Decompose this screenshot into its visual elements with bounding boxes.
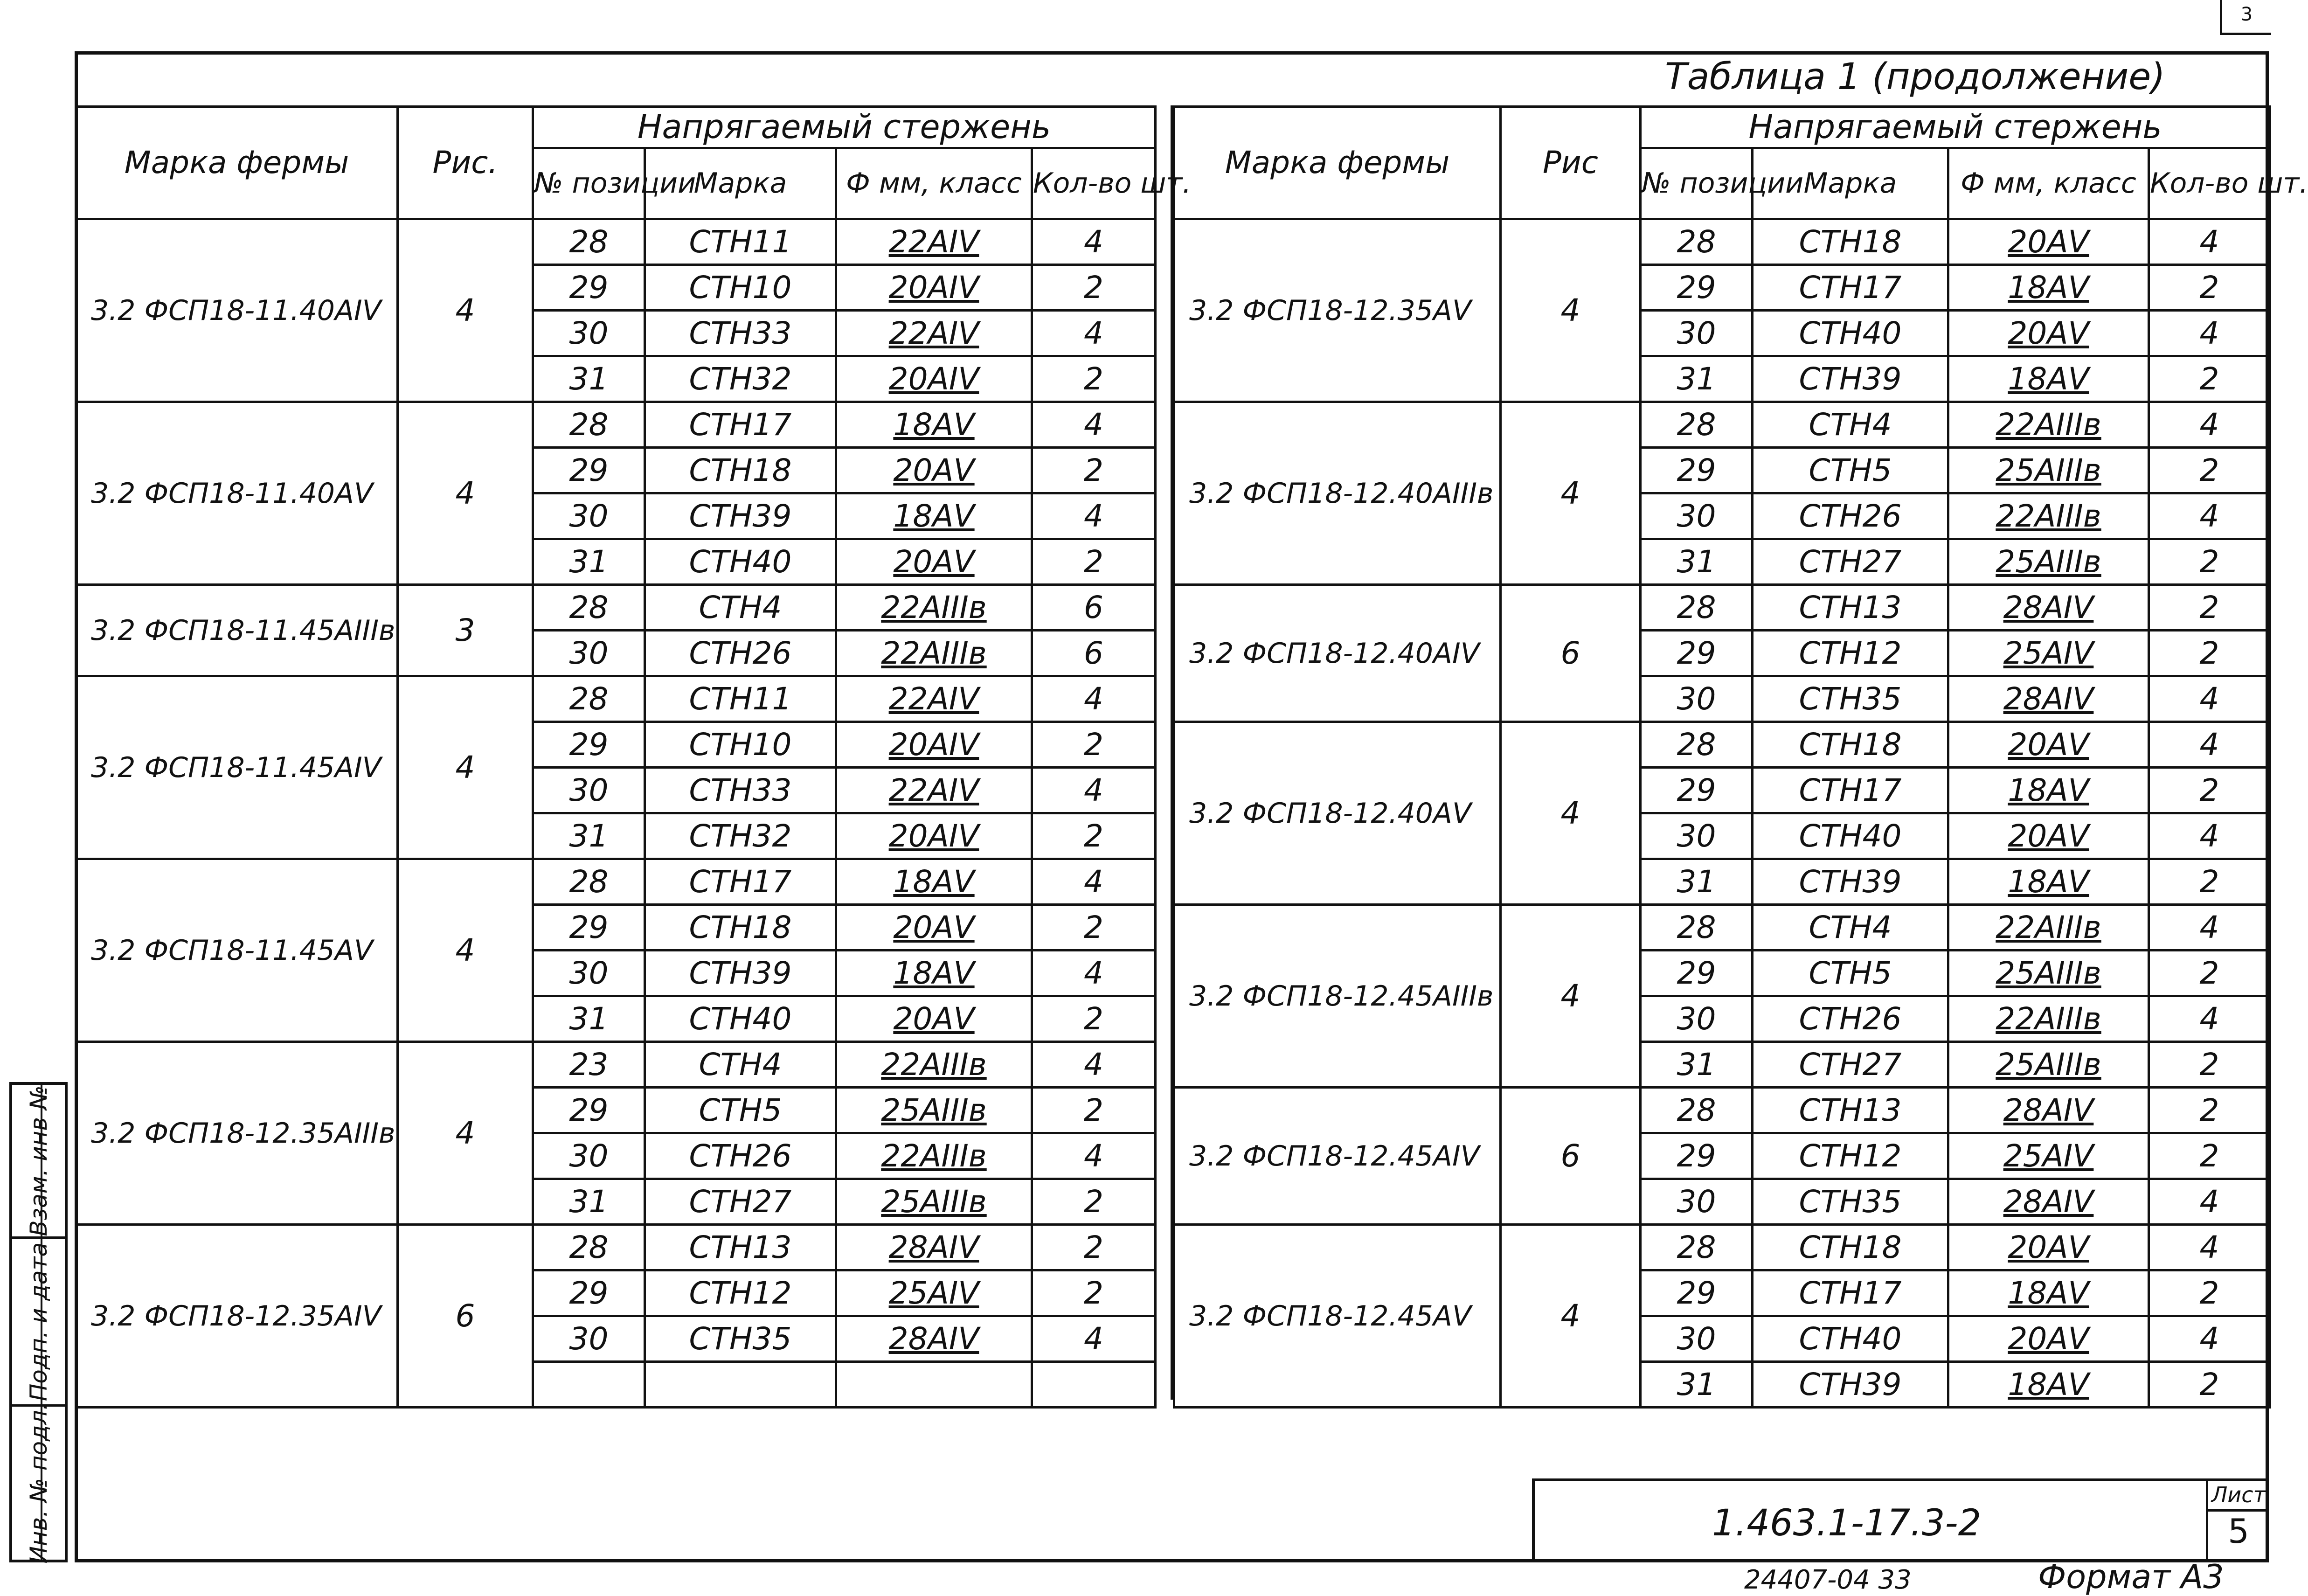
cell-qty: 4	[1032, 219, 1156, 265]
figure-number: 3	[398, 585, 533, 676]
cell-dia: 18АV	[1948, 356, 2149, 402]
truss-mark: 3.2 ФСП18-12.45АIIIв	[1174, 905, 1501, 1088]
header-rod: Марка	[1753, 148, 1948, 219]
truss-mark: 3.2 ФСП18-11.45АIV	[76, 676, 398, 859]
header-group: Напрягаемый стержень	[1641, 107, 2270, 148]
cell-pos: 28	[1641, 722, 1753, 768]
strip-sign-date-cell	[12, 1239, 65, 1407]
cell-rod: СТН17	[1753, 1270, 1948, 1316]
cell-qty: 4	[2149, 1316, 2270, 1362]
figure-number: 4	[398, 219, 533, 402]
cell-rod: СТН40	[1753, 813, 1948, 859]
corner-sheet-mark: 3	[2220, 0, 2271, 35]
cell-pos: 28	[1641, 1225, 1753, 1270]
cell-rod: СТН39	[1753, 859, 1948, 905]
cell-rod: СТН17	[1753, 768, 1948, 813]
cell-qty: 4	[1032, 859, 1156, 905]
cell-qty: 4	[1032, 1042, 1156, 1088]
cell-dia: 22АIIIв	[1948, 493, 2149, 539]
table-row	[76, 676, 1156, 722]
strip-replaces-label: Взам. инв №	[25, 1085, 52, 1236]
cell-rod: СТН12	[645, 1270, 836, 1316]
cell-qty: 6	[1032, 631, 1156, 676]
table-row	[76, 859, 1156, 905]
header-rod: Марка	[645, 148, 836, 219]
truss-mark: 3.2 ФСП18-12.35АV	[1174, 219, 1501, 402]
cell-pos: 30	[533, 1316, 645, 1362]
cell-qty: 2	[2149, 768, 2270, 813]
cell-dia: 20АV	[1948, 219, 2149, 265]
cell-dia: 22АIIIв	[836, 585, 1032, 631]
cell-rod: СТН26	[645, 1133, 836, 1179]
cell-qty: 4	[2149, 813, 2270, 859]
cell-qty: 4	[2149, 676, 2270, 722]
cell-dia: 20АIV	[836, 356, 1032, 402]
cell-pos: 31	[1641, 356, 1753, 402]
cell-rod: СТН12	[1753, 1133, 1948, 1179]
cell-rod: СТН35	[645, 1316, 836, 1362]
cell-dia: 28АIV	[836, 1316, 1032, 1362]
cell-qty	[1032, 1362, 1156, 1408]
cell-rod: СТН18	[645, 448, 836, 493]
cell-rod: СТН13	[1753, 585, 1948, 631]
cell-rod: СТН32	[645, 356, 836, 402]
truss-mark: 3.2 ФСП18-12.40АV	[1174, 722, 1501, 905]
cell-pos: 30	[1641, 311, 1753, 356]
cell-qty: 2	[2149, 1133, 2270, 1179]
cell-dia: 18АV	[1948, 265, 2149, 311]
cell-qty: 4	[1032, 311, 1156, 356]
cell-rod	[645, 1362, 836, 1408]
cell-dia: 28АIV	[1948, 676, 2149, 722]
cell-pos: 29	[1641, 631, 1753, 676]
cell-qty: 4	[1032, 1316, 1156, 1362]
cell-pos: 31	[533, 996, 645, 1042]
cell-pos: 31	[533, 356, 645, 402]
cell-pos: 30	[1641, 1316, 1753, 1362]
cell-dia: 18АV	[836, 859, 1032, 905]
cell-dia: 18АV	[1948, 768, 2149, 813]
cell-dia: 22АIIIв	[836, 1133, 1032, 1179]
cell-qty: 4	[1032, 676, 1156, 722]
format-label: Формат А3	[2038, 1558, 2224, 1596]
header-mark: Марка фермы	[76, 107, 398, 219]
cell-rod: СТН10	[645, 265, 836, 311]
spec-table-right	[1173, 105, 2308, 1409]
truss-mark: 3.2 ФСП18-12.35АIV	[76, 1225, 398, 1408]
cell-pos: 31	[1641, 1042, 1753, 1088]
cell-pos: 29	[533, 905, 645, 951]
cell-pos: 29	[533, 448, 645, 493]
cell-rod: СТН26	[1753, 996, 1948, 1042]
cell-pos: 30	[533, 951, 645, 996]
cell-qty: 2	[1032, 265, 1156, 311]
cell-pos: 28	[1641, 219, 1753, 265]
cell-pos: 30	[1641, 676, 1753, 722]
cell-dia: 22АIIIв	[836, 1042, 1032, 1088]
figure-number: 6	[1501, 585, 1641, 722]
spec-table-left	[75, 105, 1192, 1409]
cell-pos: 31	[533, 1179, 645, 1225]
cell-qty: 2	[2149, 356, 2270, 402]
strip-sign-date-label: Подп. и дата	[25, 1242, 52, 1401]
cell-dia: 22АIIIв	[1948, 402, 2149, 448]
cell-pos: 29	[1641, 1270, 1753, 1316]
cell-pos: 30	[533, 631, 645, 676]
cell-qty: 4	[1032, 1133, 1156, 1179]
cell-rod: СТН40	[1753, 311, 1948, 356]
table-row	[1174, 402, 2270, 448]
cell-qty: 2	[1032, 813, 1156, 859]
cell-dia: 20АV	[1948, 1225, 2149, 1270]
cell-pos: 30	[533, 768, 645, 813]
header-qty: Кол-во шт.	[1032, 148, 1156, 219]
cell-dia: 20АV	[1948, 722, 2149, 768]
cell-dia: 25АIIIв	[1948, 539, 2149, 585]
cell-rod: СТН4	[1753, 905, 1948, 951]
cell-dia: 18АV	[1948, 1270, 2149, 1316]
cell-qty: 2	[2149, 951, 2270, 996]
cell-qty: 2	[1032, 1225, 1156, 1270]
cell-dia: 20АV	[1948, 813, 2149, 859]
table-row	[76, 585, 1156, 631]
cell-pos: 29	[1641, 265, 1753, 311]
figure-number: 4	[398, 859, 533, 1042]
cell-rod: СТН33	[645, 311, 836, 356]
cell-rod: СТН39	[645, 951, 836, 996]
cell-dia: 28АIV	[836, 1225, 1032, 1270]
cell-qty: 2	[2149, 631, 2270, 676]
cell-qty: 4	[2149, 219, 2270, 265]
cell-dia: 20АV	[836, 539, 1032, 585]
header-dia: Ф мм, класс	[1948, 148, 2149, 219]
cell-dia: 22АIV	[836, 219, 1032, 265]
cell-pos: 30	[1641, 996, 1753, 1042]
cell-pos: 31	[533, 539, 645, 585]
cell-rod: СТН40	[645, 539, 836, 585]
cell-rod: СТН4	[645, 1042, 836, 1088]
cell-rod: СТН11	[645, 676, 836, 722]
cell-pos: 28	[533, 859, 645, 905]
cell-dia: 22АIV	[836, 768, 1032, 813]
cell-pos: 30	[533, 493, 645, 539]
truss-mark: 3.2 ФСП18-12.40АIIIв	[1174, 402, 1501, 585]
cell-dia: 18АV	[1948, 859, 2149, 905]
cell-rod: СТН5	[1753, 448, 1948, 493]
document-code: 1.463.1-17.3-2	[1712, 1502, 1982, 1544]
cell-pos: 29	[1641, 1133, 1753, 1179]
cell-rod: СТН35	[1753, 676, 1948, 722]
header-fig: Рис.	[398, 107, 533, 219]
cell-rod: СТН39	[645, 493, 836, 539]
cell-pos: 29	[533, 1088, 645, 1133]
cell-rod: СТН35	[1753, 1179, 1948, 1225]
cell-qty: 6	[1032, 585, 1156, 631]
truss-mark: 3.2 ФСП18-11.45АV	[76, 859, 398, 1042]
figure-number: 4	[398, 402, 533, 585]
cell-pos: 28	[1641, 402, 1753, 448]
cell-qty: 4	[2149, 996, 2270, 1042]
cell-dia: 28АIV	[1948, 1088, 2149, 1133]
cell-rod: СТН39	[1753, 1362, 1948, 1408]
cell-pos: 28	[1641, 585, 1753, 631]
cell-dia: 20АV	[836, 448, 1032, 493]
cell-qty: 4	[1032, 402, 1156, 448]
figure-number: 4	[398, 676, 533, 859]
cell-dia: 22АIV	[836, 676, 1032, 722]
truss-mark: 3.2 ФСП18-12.45АIV	[1174, 1088, 1501, 1225]
cell-rod: СТН32	[645, 813, 836, 859]
table-row	[76, 1042, 1156, 1088]
cell-pos: 23	[533, 1042, 645, 1088]
cell-rod: СТН18	[645, 905, 836, 951]
cell-rod: СТН18	[1753, 722, 1948, 768]
cell-dia: 20АIV	[836, 813, 1032, 859]
cell-rod: СТН11	[645, 219, 836, 265]
cell-qty: 2	[2149, 448, 2270, 493]
cell-dia: 22АIIIв	[1948, 905, 2149, 951]
title-block	[1532, 1478, 2269, 1562]
figure-number: 4	[1501, 402, 1641, 585]
cell-qty: 2	[1032, 905, 1156, 951]
cell-dia: 28АIV	[1948, 585, 2149, 631]
cell-dia: 18АV	[836, 951, 1032, 996]
cell-dia: 25АIIIв	[836, 1088, 1032, 1133]
cell-dia: 28АIV	[1948, 1179, 2149, 1225]
cell-qty: 2	[1032, 1179, 1156, 1225]
cell-rod: СТН17	[645, 859, 836, 905]
figure-number: 6	[1501, 1088, 1641, 1225]
cell-dia: 20АV	[836, 905, 1032, 951]
sheet-box	[2206, 1481, 2269, 1562]
header-fig: Рис	[1501, 107, 1641, 219]
cell-qty: 4	[1032, 493, 1156, 539]
cell-rod: СТН10	[645, 722, 836, 768]
cell-rod: СТН18	[1753, 219, 1948, 265]
cell-qty: 2	[2149, 859, 2270, 905]
cell-qty: 4	[2149, 311, 2270, 356]
cell-pos: 28	[533, 219, 645, 265]
cell-dia: 22АIIIв	[1948, 996, 2149, 1042]
cell-pos: 31	[1641, 859, 1753, 905]
cell-qty: 4	[2149, 722, 2270, 768]
cell-qty: 4	[2149, 1225, 2270, 1270]
table-row	[1174, 1088, 2270, 1133]
cell-qty: 2	[2149, 265, 2270, 311]
truss-mark: 3.2 ФСП18-11.45АIIIв	[76, 585, 398, 676]
table-row	[1174, 905, 2270, 951]
cell-rod: СТН12	[1753, 631, 1948, 676]
cell-rod: СТН18	[1753, 1225, 1948, 1270]
cell-qty: 2	[2149, 1270, 2270, 1316]
cell-dia: 20АV	[836, 996, 1032, 1042]
cell-dia: 25АIIIв	[1948, 448, 2149, 493]
strip-inv-label: Инв. № подл.	[25, 1402, 52, 1564]
cell-pos: 30	[1641, 813, 1753, 859]
cell-dia: 25АIV	[1948, 631, 2149, 676]
cell-rod: СТН26	[645, 631, 836, 676]
cell-pos: 31	[1641, 539, 1753, 585]
header-pos: № позиции	[533, 148, 645, 219]
strip-inv-cell	[12, 1402, 65, 1564]
cell-dia	[836, 1362, 1032, 1408]
cell-rod: СТН27	[1753, 1042, 1948, 1088]
cell-pos: 28	[533, 1225, 645, 1270]
right-table-body	[1174, 219, 2270, 1408]
cell-dia: 18АV	[836, 493, 1032, 539]
table-row	[1174, 1225, 2270, 1270]
cell-dia: 25АIIIв	[1948, 1042, 2149, 1088]
cell-qty: 4	[2149, 905, 2270, 951]
cell-pos: 28	[533, 585, 645, 631]
header-pos: № позиции	[1641, 148, 1753, 219]
cell-rod: СТН33	[645, 768, 836, 813]
cell-qty: 2	[1032, 448, 1156, 493]
cell-rod: СТН4	[1753, 402, 1948, 448]
cell-pos: 28	[1641, 905, 1753, 951]
cell-rod: СТН40	[645, 996, 836, 1042]
cell-pos: 30	[533, 1133, 645, 1179]
cell-dia: 25АIIIв	[1948, 951, 2149, 996]
table-divider	[1154, 105, 1173, 1400]
header-mark: Марка фермы	[1174, 107, 1501, 219]
cell-rod: СТН17	[645, 402, 836, 448]
cell-qty: 2	[2149, 1362, 2270, 1408]
cell-qty: 4	[1032, 951, 1156, 996]
cell-dia: 20АIV	[836, 265, 1032, 311]
figure-number: 4	[1501, 1225, 1641, 1408]
cell-dia: 25АIV	[836, 1270, 1032, 1316]
cell-rod: СТН5	[645, 1088, 836, 1133]
cell-qty: 2	[1032, 996, 1156, 1042]
truss-mark: 3.2 ФСП18-11.40АIV	[76, 219, 398, 402]
truss-mark: 3.2 ФСП18-11.40АV	[76, 402, 398, 585]
cell-pos: 28	[533, 402, 645, 448]
cell-rod: СТН5	[1753, 951, 1948, 996]
cell-dia: 20АV	[1948, 311, 2149, 356]
header-group: Напрягаемый стержень	[533, 107, 1156, 148]
cell-pos: 29	[533, 722, 645, 768]
truss-mark: 3.2 ФСП18-12.35АIIIв	[76, 1042, 398, 1225]
cell-pos: 31	[533, 813, 645, 859]
table-row	[1174, 219, 2270, 265]
table-caption: Таблица 1 (продолжение)	[1665, 56, 2165, 98]
figure-number: 4	[1501, 219, 1641, 402]
cell-rod: СТН4	[645, 585, 836, 631]
cell-rod: СТН13	[645, 1225, 836, 1270]
cell-qty: 4	[2149, 1179, 2270, 1225]
table-row	[76, 219, 1156, 265]
cell-rod: СТН27	[645, 1179, 836, 1225]
cell-pos: 30	[1641, 1179, 1753, 1225]
table-row	[1174, 722, 2270, 768]
binding-strip	[9, 1082, 68, 1562]
cell-dia: 25АIV	[1948, 1133, 2149, 1179]
cell-rod: СТН26	[1753, 493, 1948, 539]
cell-qty: 2	[1032, 1088, 1156, 1133]
strip-replaces-cell	[12, 1085, 65, 1239]
cell-rod: СТН17	[1753, 265, 1948, 311]
cell-dia: 18АV	[1948, 1362, 2149, 1408]
cell-qty: 2	[2149, 1042, 2270, 1088]
figure-number: 4	[1501, 905, 1641, 1088]
cell-rod: СТН13	[1753, 1088, 1948, 1133]
cell-pos: 28	[1641, 1088, 1753, 1133]
cell-rod: СТН39	[1753, 356, 1948, 402]
left-table-body	[76, 219, 1156, 1408]
cell-pos	[533, 1362, 645, 1408]
cell-pos: 30	[1641, 493, 1753, 539]
cell-qty: 2	[2149, 539, 2270, 585]
cell-qty: 2	[1032, 356, 1156, 402]
cell-qty: 2	[1032, 1270, 1156, 1316]
table-row	[76, 1225, 1156, 1270]
cell-pos: 31	[1641, 1362, 1753, 1408]
header-dia: Ф мм, класс	[836, 148, 1032, 219]
cell-pos: 29	[1641, 951, 1753, 996]
cell-dia: 20АV	[1948, 1316, 2149, 1362]
cell-dia: 22АIIIв	[836, 631, 1032, 676]
cell-qty: 4	[1032, 768, 1156, 813]
cell-qty: 2	[1032, 539, 1156, 585]
truss-mark: 3.2 ФСП18-12.40АIV	[1174, 585, 1501, 722]
cell-pos: 28	[533, 676, 645, 722]
figure-number: 4	[398, 1042, 533, 1225]
table-row	[76, 402, 1156, 448]
cell-dia: 18АV	[836, 402, 1032, 448]
truss-mark: 3.2 ФСП18-12.45АV	[1174, 1225, 1501, 1408]
cell-dia: 22АIV	[836, 311, 1032, 356]
cell-pos: 30	[533, 311, 645, 356]
cell-pos: 29	[533, 1270, 645, 1316]
cell-qty: 4	[2149, 493, 2270, 539]
sheet-label: Лист	[2208, 1481, 2269, 1512]
cell-qty: 2	[2149, 1088, 2270, 1133]
cell-pos: 29	[1641, 768, 1753, 813]
header-qty: Кол-во шт.	[2149, 148, 2270, 219]
figure-number: 4	[1501, 722, 1641, 905]
archive-number: 24407-04 33	[1744, 1565, 1912, 1595]
cell-pos: 29	[533, 265, 645, 311]
cell-rod: СТН40	[1753, 1316, 1948, 1362]
table-row	[1174, 585, 2270, 631]
cell-qty: 4	[2149, 402, 2270, 448]
figure-number: 6	[398, 1225, 533, 1408]
cell-dia: 25АIIIв	[836, 1179, 1032, 1225]
cell-pos: 29	[1641, 448, 1753, 493]
cell-qty: 2	[1032, 722, 1156, 768]
sheet-number: 5	[2228, 1512, 2249, 1551]
cell-qty: 2	[2149, 585, 2270, 631]
cell-dia: 20АIV	[836, 722, 1032, 768]
cell-rod: СТН27	[1753, 539, 1948, 585]
